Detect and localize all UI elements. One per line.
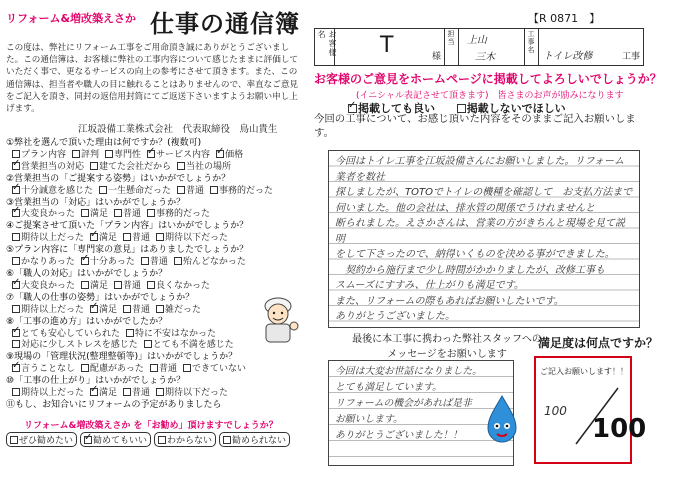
recommend-options xyxy=(6,432,293,447)
question-3: ②営業担当の「ご提案する姿勢」はいかがでしょうか？ xyxy=(6,173,231,184)
option-item[interactable] xyxy=(123,233,150,245)
option-checkbox[interactable] xyxy=(99,186,107,194)
option-label: 言うことなし xyxy=(21,364,76,375)
option-checkbox[interactable] xyxy=(183,364,191,372)
work-label: 工事名 xyxy=(527,30,535,54)
question-12: ⑩「工事の仕上がり」はいかがでしょうか？ xyxy=(6,376,186,387)
option-item[interactable] xyxy=(210,186,273,198)
option-label: 事務的だった xyxy=(156,209,211,220)
option-checkbox[interactable] xyxy=(105,150,113,158)
option-label: 対応に少しストレスを感じた xyxy=(21,340,138,351)
option-checkbox[interactable] xyxy=(156,233,164,241)
option-item[interactable] xyxy=(72,150,99,162)
option-item[interactable] xyxy=(90,233,117,245)
option-label: 事務的だった xyxy=(219,185,274,196)
option-checkbox[interactable] xyxy=(12,150,20,158)
option-checkbox[interactable] xyxy=(147,209,155,217)
option-label: 期待以下だった xyxy=(165,233,229,244)
option-label: 良くなかった xyxy=(156,280,211,291)
recommend-checkbox[interactable] xyxy=(223,436,231,444)
option-label: 満足 xyxy=(90,209,109,220)
option-checkbox[interactable] xyxy=(147,150,155,158)
publish-no-label: 掲載しないでほしい xyxy=(466,102,566,115)
option-item[interactable] xyxy=(12,281,75,293)
option-checkbox[interactable] xyxy=(144,340,152,348)
option-item[interactable] xyxy=(90,388,117,400)
option-item[interactable] xyxy=(12,305,84,317)
option-label: 満足 xyxy=(90,280,109,291)
option-item[interactable] xyxy=(177,162,231,174)
recommend-checkbox[interactable] xyxy=(158,436,166,444)
option-label: 殆んどなかった xyxy=(182,257,246,268)
option-checkbox[interactable] xyxy=(72,150,80,158)
work-cell xyxy=(539,29,643,65)
option-label: 大変良かった xyxy=(21,209,76,220)
option-checkbox[interactable] xyxy=(12,388,20,396)
brand-name: リフォーム&増改築えさか xyxy=(6,12,137,25)
question-13: ⑪もし、お知合いにリフォームの予定がありましたら xyxy=(6,399,222,410)
option-item[interactable] xyxy=(12,186,93,198)
option-item[interactable] xyxy=(150,364,177,376)
score-title: 満足度は何点ですか？ xyxy=(538,336,659,350)
recommend-label: ぜひ勧めたい xyxy=(19,436,74,446)
option-checkbox[interactable] xyxy=(174,257,182,265)
question-options xyxy=(6,233,306,245)
option-checkbox[interactable] xyxy=(90,305,98,313)
option-label: 価格 xyxy=(225,149,244,160)
option-label: 専門性 xyxy=(114,149,142,160)
intro-text: この度は、弊社にリフォーム工事をご用命頂き誠にありがとうございました。この通信簿は、お客様に弊社の工事内容について感じたままに評価していただく事で、更なるサービスの向上の参考にさせて頂きます。また、この通信簿は、担当者や職人の目に触れることはありませんので、率直なご意見をご記入を頂き、同封の返信用封筒にてご返送下さいますようお願い申し上げます。 xyxy=(6,43,299,115)
question-9: ⑧「工事の進め方」はいかがでしたか？ xyxy=(6,316,168,327)
option-label: 満足 xyxy=(99,233,118,244)
question-options xyxy=(6,364,306,376)
option-label: 配慮があった xyxy=(90,364,144,375)
question-11: ⑨現場の「管理状況(整理整頓等)」はいかがでしょうか？ xyxy=(6,352,238,363)
customer-cell xyxy=(335,29,445,65)
recommend-option[interactable] xyxy=(80,432,151,447)
option-item[interactable] xyxy=(12,340,138,352)
publish-heading: お客様のご意見をホームページに掲載してよろしいでしょうか？ xyxy=(314,72,662,86)
option-checkbox[interactable] xyxy=(12,305,20,313)
staff-name-1: 上山 xyxy=(467,35,487,46)
staff-message-title: 最後に本工事に携わった弊社スタッフへの メッセージをお願いします xyxy=(352,334,542,360)
option-label: 満足 xyxy=(99,388,118,399)
option-checkbox[interactable] xyxy=(123,305,131,313)
recommend-label: わからない xyxy=(167,436,213,446)
recommend-label: 勧められない xyxy=(232,436,287,446)
customer-label: お客様名 xyxy=(317,30,337,57)
option-checkbox[interactable] xyxy=(90,388,98,396)
water-drop-mascot-icon xyxy=(484,394,520,446)
option-checkbox[interactable] xyxy=(81,281,89,289)
option-label: 期待以上だった xyxy=(21,388,85,399)
score-label: ご記入お願いします！！ xyxy=(540,367,628,376)
option-checkbox[interactable] xyxy=(150,364,158,372)
option-checkbox[interactable] xyxy=(12,340,20,348)
option-item[interactable] xyxy=(147,209,210,221)
staff-cell xyxy=(459,29,525,65)
option-label: 普通 xyxy=(149,257,168,268)
sama-suffix: 様 xyxy=(431,52,441,62)
work-label-cell xyxy=(525,29,539,65)
option-item[interactable] xyxy=(12,257,75,269)
customer-info-table xyxy=(314,28,644,66)
question-7: ⑥「職人の対応」はいかがでしょうか？ xyxy=(6,268,168,279)
staff-name-2: 三木 xyxy=(475,52,495,63)
customer-name: T xyxy=(380,33,394,58)
staff-message-text: 今回は大変お世話になりました。 とても満足しています。 リフォームの機会があれば是非 お願いします。 ありがとうございました！！ xyxy=(335,366,482,441)
option-checkbox[interactable] xyxy=(12,186,20,194)
option-item[interactable] xyxy=(147,281,210,293)
question-options xyxy=(6,257,306,269)
recommend-option[interactable] xyxy=(154,432,216,447)
recommend-label: 勧めてもいい xyxy=(93,436,148,446)
option-item[interactable] xyxy=(147,150,210,162)
option-item[interactable] xyxy=(12,329,120,341)
option-label: 普通 xyxy=(123,209,142,220)
option-label: 普通 xyxy=(123,280,142,291)
option-checkbox[interactable] xyxy=(12,281,20,289)
question-8: ⑦「職人の仕事の姿勢」はいかがでしょうか？ xyxy=(6,292,195,303)
option-label: かなりあった xyxy=(21,257,75,268)
option-label: 建てた会社だから xyxy=(99,161,172,172)
option-label: とても安心していられた xyxy=(21,328,121,339)
question-6: ⑤プラン内容に「専門家の意見」はありましたでしょうか？ xyxy=(6,245,249,256)
recommend-checkbox[interactable] xyxy=(10,436,18,444)
form-code: 【R 0871 】 xyxy=(528,12,601,25)
option-label: 期待以上だった xyxy=(21,304,85,315)
work-suffix: 工事 xyxy=(621,52,640,62)
option-item[interactable] xyxy=(123,305,150,317)
question-1: ①弊社を選んで頂いた理由は何ですか？(複数可) xyxy=(6,138,202,148)
option-label: 普通 xyxy=(186,185,205,196)
option-item[interactable] xyxy=(105,150,141,162)
option-item[interactable] xyxy=(126,329,216,341)
option-item[interactable] xyxy=(90,162,171,174)
staff-label-cell xyxy=(445,29,459,65)
option-label: 普通 xyxy=(132,304,151,315)
option-checkbox[interactable] xyxy=(156,305,164,313)
option-label: 当社の場所 xyxy=(186,161,232,172)
option-item[interactable] xyxy=(114,209,141,221)
option-label: 期待以上だった xyxy=(21,233,85,244)
option-item[interactable] xyxy=(12,209,75,221)
customer-label-cell xyxy=(315,29,335,65)
option-checkbox[interactable] xyxy=(90,162,98,170)
option-checkbox[interactable] xyxy=(177,186,185,194)
option-label: 十分あった xyxy=(89,257,135,268)
option-item[interactable] xyxy=(12,364,75,376)
question-5: ④ご提案させて頂いた「プラン内容」はいかがでしょうか？ xyxy=(6,221,249,232)
recommend-option[interactable] xyxy=(6,432,77,447)
option-item[interactable] xyxy=(12,162,84,174)
questionnaire xyxy=(6,138,306,412)
option-checkbox[interactable] xyxy=(114,209,122,217)
option-checkbox[interactable] xyxy=(147,281,155,289)
option-checkbox[interactable] xyxy=(216,150,224,158)
option-item[interactable] xyxy=(81,257,135,269)
option-item[interactable] xyxy=(81,209,108,221)
option-checkbox[interactable] xyxy=(126,329,134,337)
option-checkbox[interactable] xyxy=(81,209,89,217)
recommend-checkbox[interactable] xyxy=(84,436,92,444)
option-label: 十分誠意を感じた xyxy=(21,185,94,196)
option-checkbox[interactable] xyxy=(114,281,122,289)
option-item[interactable] xyxy=(12,233,84,245)
option-checkbox[interactable] xyxy=(81,364,89,372)
option-item[interactable] xyxy=(177,186,204,198)
option-label: 評判 xyxy=(81,149,100,160)
option-label: 一生懸命だった xyxy=(108,185,172,196)
option-item[interactable] xyxy=(12,388,84,400)
question-options xyxy=(6,150,306,162)
question-options xyxy=(6,388,306,400)
option-label: 大変良かった xyxy=(21,280,76,291)
option-label: とても不満を感じた xyxy=(152,340,234,351)
option-checkbox[interactable] xyxy=(12,364,20,372)
question-4: ③営業担当の「対応」はいかがでしょうか？ xyxy=(6,197,186,208)
option-item[interactable] xyxy=(81,281,108,293)
option-label: 営業担当の対応 xyxy=(21,161,85,172)
option-checkbox[interactable] xyxy=(123,388,131,396)
option-item[interactable] xyxy=(123,388,150,400)
option-item[interactable] xyxy=(114,281,141,293)
publish-yes-label: 掲載しても良い xyxy=(358,102,435,115)
option-item[interactable] xyxy=(156,233,228,245)
question-options xyxy=(6,186,306,198)
option-item[interactable] xyxy=(156,388,228,400)
option-label: 普通 xyxy=(158,364,177,375)
option-label: 普通 xyxy=(132,388,151,399)
option-checkbox[interactable] xyxy=(12,162,20,170)
page-title: 仕事の通信簿 xyxy=(150,10,300,38)
option-label: 期待以下だった xyxy=(165,388,229,399)
option-item[interactable] xyxy=(81,364,144,376)
option-checkbox[interactable] xyxy=(12,329,20,337)
q11-recommend-text: リフォーム&増改築えさか を「お勧め」頂けますでしょうか？ xyxy=(24,421,278,431)
impressions-text: 今回はトイレ工事を江坂設備さんにお願いしました。リフォーム業者を数社 探しましたが、TOTOでトイレの機種を確認して お支払方法まで 伺いました。他の会社は、排水管の関係でうけれませんと 断られました。えさかさんは、営業の方がきちんと現場を見て説明 をして下さったので、納得いくものを決める事ができました。 契約から施行まで少し時間がかかりましたが、改修工事も スムーズにすすみ、仕上がりも満足です。 また、リフォームの際もあればお願いしたいです。 ありがとうございました。 xyxy=(335,156,633,322)
option-item[interactable] xyxy=(90,305,117,317)
impressions-prompt: 今回の工事について、お感じ頂いた内容をそのままご記入お願いします。 xyxy=(314,113,636,139)
option-label: サービス内容 xyxy=(156,149,211,160)
option-item[interactable] xyxy=(156,305,201,317)
option-label: できていない xyxy=(191,364,246,375)
option-label: 満足 xyxy=(99,304,118,315)
option-checkbox[interactable] xyxy=(12,233,20,241)
impressions-box[interactable] xyxy=(328,150,640,328)
option-checkbox[interactable] xyxy=(81,257,89,265)
option-label: 普通 xyxy=(132,233,151,244)
staff-label: 担当 xyxy=(447,30,455,46)
option-checkbox[interactable] xyxy=(12,209,20,217)
option-label: プラン内容 xyxy=(21,149,67,160)
option-item[interactable] xyxy=(183,364,246,376)
option-label: 雑だった xyxy=(165,304,202,315)
option-item[interactable] xyxy=(144,340,234,352)
option-checkbox[interactable] xyxy=(156,388,164,396)
option-item[interactable] xyxy=(216,150,243,162)
work-name: トイレ改修 xyxy=(543,51,593,62)
option-checkbox[interactable] xyxy=(210,186,218,194)
company-signature: 江坂設備工業株式会社 代表取締役 鳥山貴生 xyxy=(78,124,278,135)
score-handwritten: 100 xyxy=(544,404,567,418)
option-checkbox[interactable] xyxy=(177,162,185,170)
question-options xyxy=(6,281,306,293)
option-checkbox[interactable] xyxy=(141,257,149,265)
question-options xyxy=(6,209,306,221)
option-checkbox[interactable] xyxy=(90,233,98,241)
question-options xyxy=(6,162,306,174)
option-checkbox[interactable] xyxy=(123,233,131,241)
option-item[interactable] xyxy=(99,186,171,198)
publish-subtext: (イニシャル表記させて頂きます) 皆さまのお声が励みになります xyxy=(356,91,624,101)
score-value: 100 xyxy=(592,414,647,444)
option-item[interactable] xyxy=(141,257,168,269)
option-checkbox[interactable] xyxy=(12,257,20,265)
option-label: 特に不安はなかった xyxy=(135,328,217,339)
mascot-worker-icon xyxy=(258,296,300,344)
recommend-option[interactable] xyxy=(219,432,290,447)
option-item[interactable] xyxy=(174,257,246,269)
